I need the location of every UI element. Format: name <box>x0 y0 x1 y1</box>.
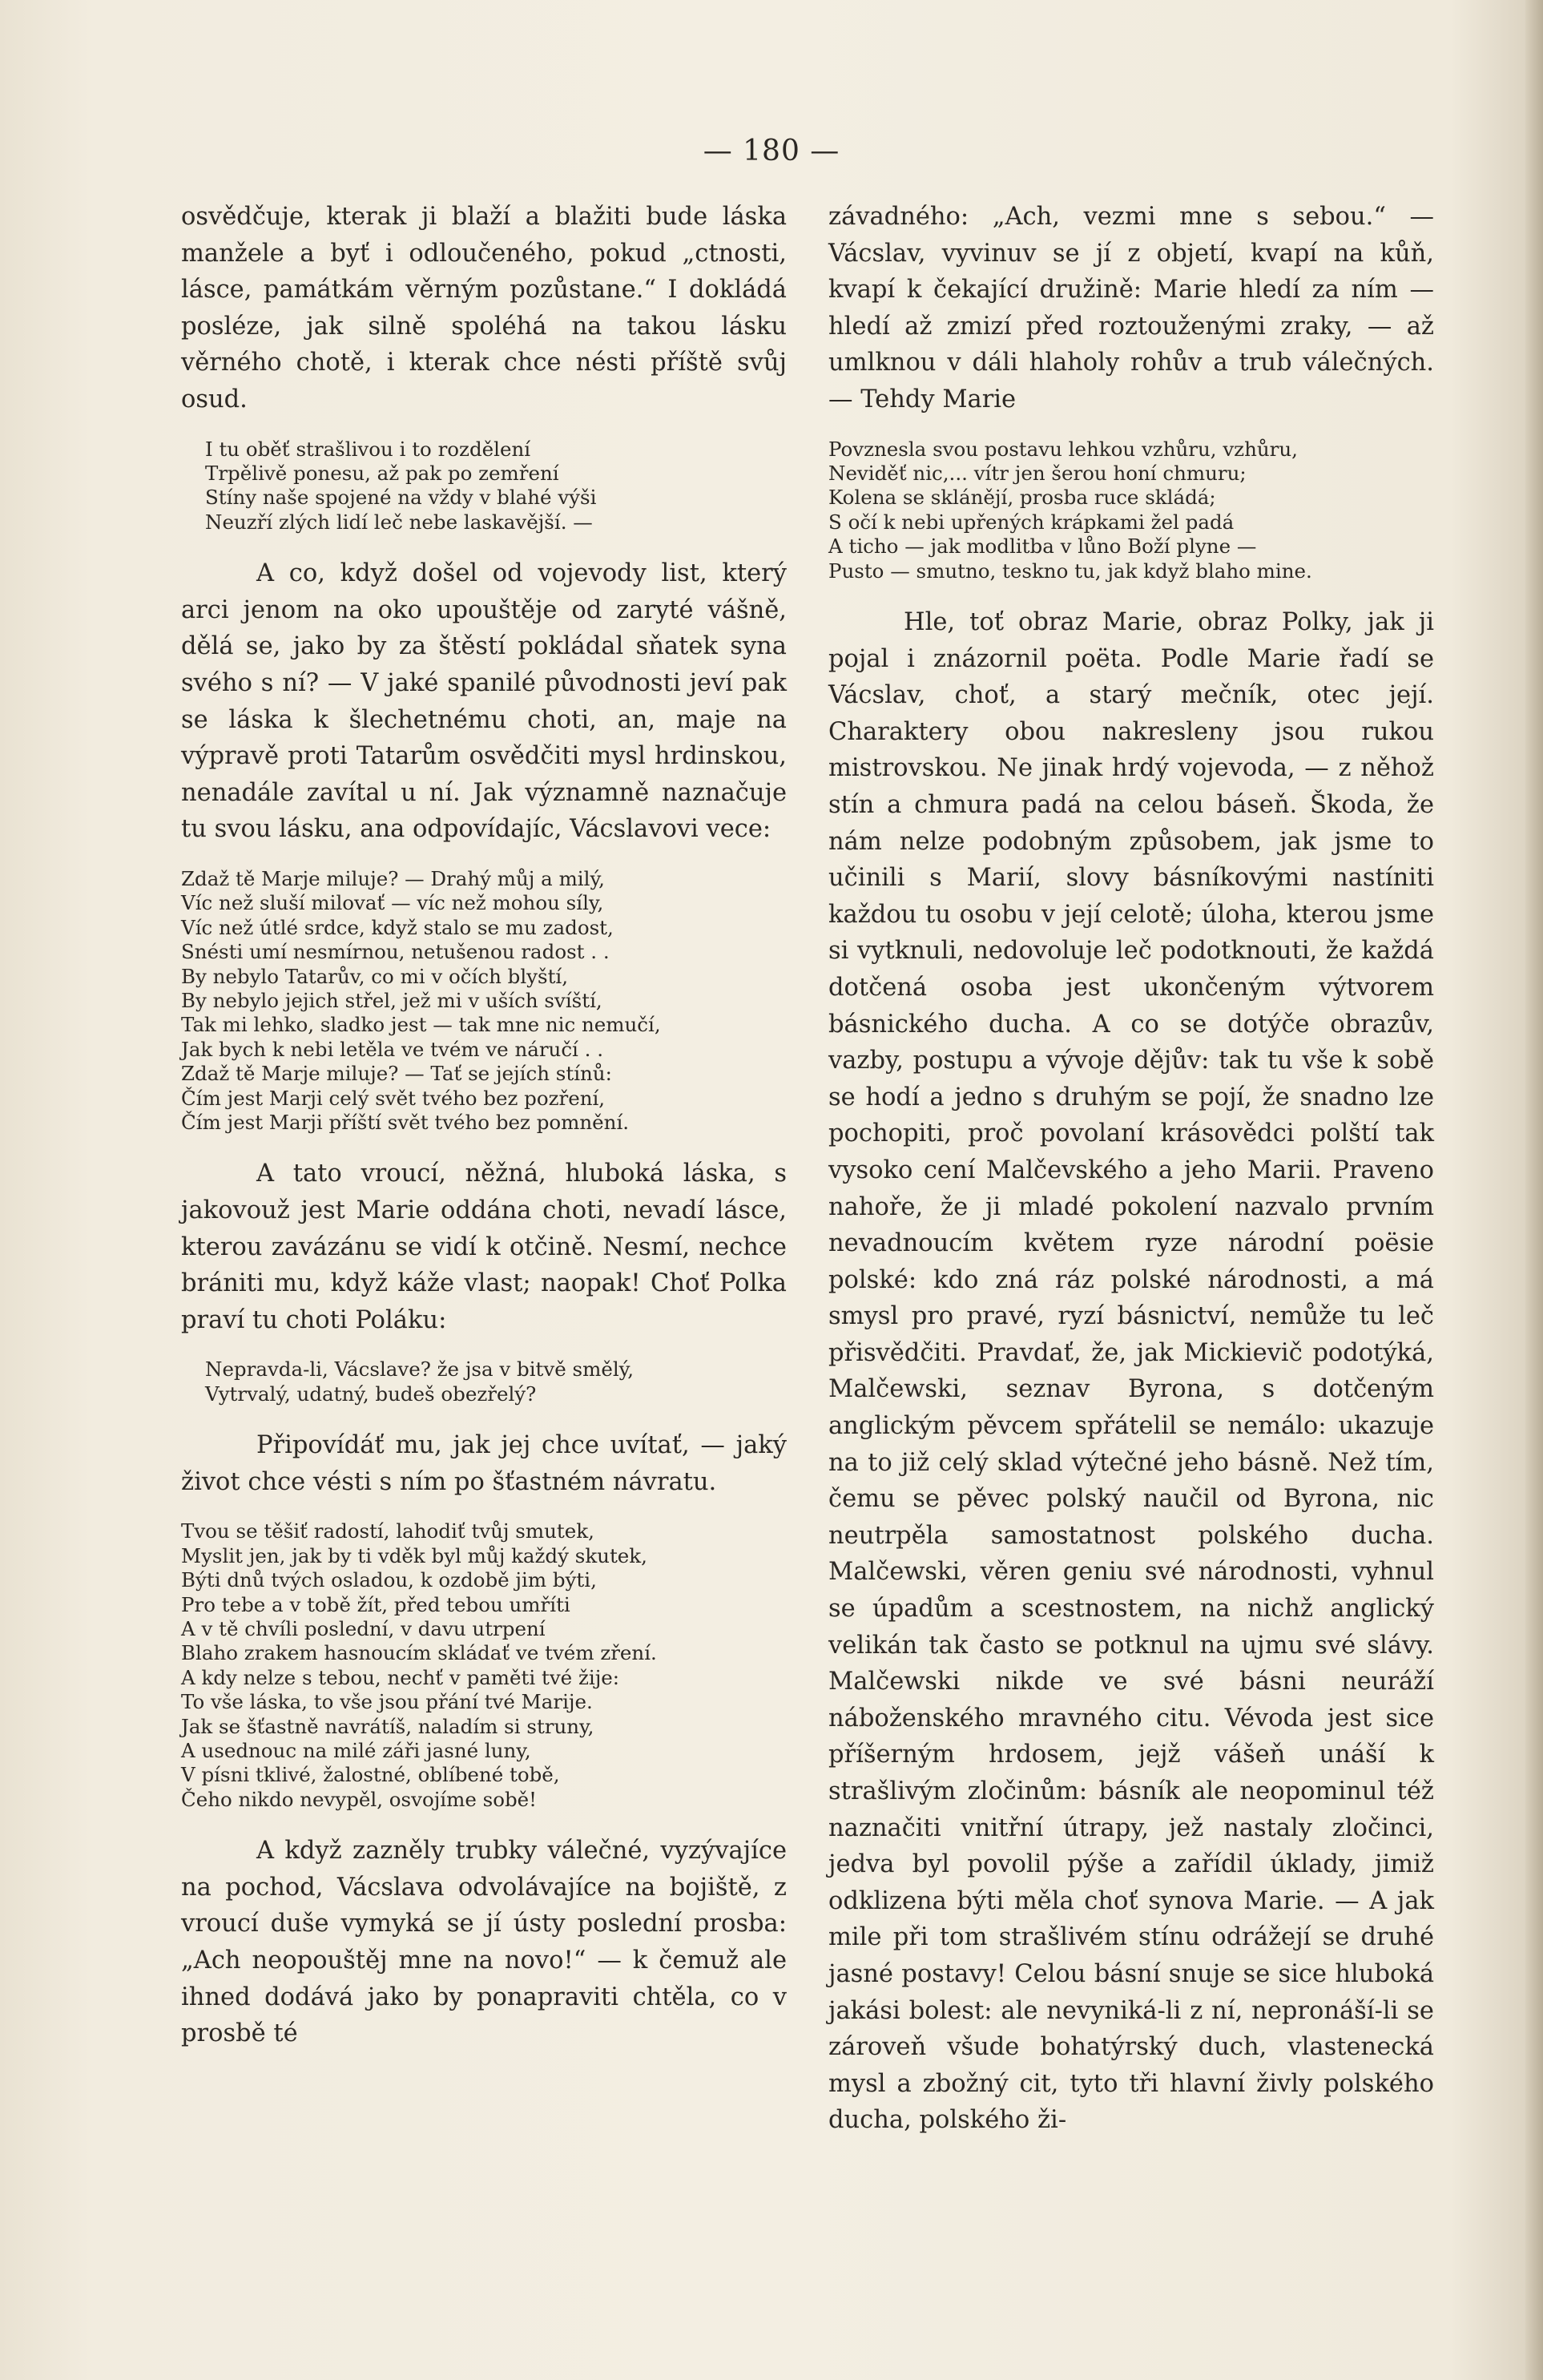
verse-line: A ticho — jak modlitba v lůno Boží plyne — <box>828 534 1257 559</box>
verse-line: Víc než sluší milovať — víc než mohou síly, <box>181 891 604 915</box>
paragraph: závadného: „Ach, vezmi mne s sebou.“ — Vácslav, vyvinuv se jí z objetí, kvapí na kůň, kvapí k čekající družině: Marie hledí za ním — hledí až zmizí před roztouženými zraky, — až umlknou v dáli hlaholy rohův a trub válečných. — Tehdy Marie <box>828 203 1434 413</box>
verse-line: Čím jest Marji celý svět tvého bez pozření, <box>181 1086 606 1110</box>
verse-line: Vytrvalý, udatný, budeš obezřelý? <box>205 1382 537 1406</box>
verse-line: A v tě chvíli poslední, v davu utrpení <box>181 1617 546 1640</box>
verse-line: Snésti umí nesmírnou, netušenou radost . . <box>181 940 610 964</box>
verse-line: V písni tklivé, žalostné, oblíbené tobě, <box>181 1763 560 1787</box>
verse-line: Tvou se těšiť radostí, lahodiť tvůj smutek, <box>181 1519 594 1543</box>
page-edge <box>1525 0 1543 2380</box>
verse-line: By nebylo jejich střel, jež mi v uších svíští, <box>181 988 602 1012</box>
verse-line: Jak se šťastně navrátíš, naladím si struny, <box>181 1714 594 1738</box>
verse-block <box>181 1357 787 1406</box>
verse-line: Zdaž tě Marje miluje? — Drahý můj a milý, <box>181 866 605 890</box>
paragraph: A tato vroucí, něžná, hluboká láska, s jakovouž jest Marie oddána choti, nevadí lásce, kterou zavázánu se vidí k otčině. Nesmí, nechce brániti mu, když káže vlast; naopak! Choť Polka praví tu choti Poláku: <box>181 1160 787 1334</box>
verse-line: Blaho zrakem hasnoucím skládať ve tvém zření. <box>181 1641 657 1665</box>
verse-line: Víc než útlé srdce, když stalo se mu zadost, <box>181 915 614 939</box>
verse-line: A usednouc na milé záři jasné luny, <box>181 1739 531 1763</box>
verse-block <box>181 438 787 535</box>
verse-block <box>181 1519 787 1812</box>
verse-line: I tu oběť strašlivou i to rozdělení <box>205 437 531 461</box>
verse-line: Tak mi lehko, sladko jest — tak mne nic nemučí, <box>181 1013 661 1037</box>
verse-line: Čím jest Marji příští svět tvého bez pomnění. <box>181 1111 630 1134</box>
verse-line: To vše láska, to vše jsou přání tvé Marije. <box>181 1690 593 1714</box>
verse-block <box>181 867 787 1135</box>
right-column <box>828 199 1434 2139</box>
paragraph: A když zazněly trubky válečné, vyzývajíce na pochod, Vácslava odvolávajíce na bojiště, z vroucí duše vymyká se jí ústy poslední prosba: „Ach neopouštěj mne na novo!“ — k čemuž ale ihned dodává jako by ponapraviti chtěla, co v prosbě té <box>181 1837 787 2048</box>
verse-line: Čeho nikdo nevypěl, osvojíme sobě! <box>181 1787 538 1811</box>
verse-line: Neviděť nic,... vítr jen šerou honí chmuru; <box>828 461 1247 485</box>
verse-line: Myslit jen, jak by ti vděk byl můj každý skutek, <box>181 1543 647 1567</box>
paragraph: osvědčuje, kterak ji blaží a blažiti bude láska manžele a byť i odloučeného, pokud „ctnosti, lásce, památkám věrným pozůstane.“ I dokládá posléze, jak silně spoléhá na takou lásku věrného chotě, i kterak chce nésti příště svůj osud. <box>181 203 787 413</box>
verse-line: A kdy nelze s tebou, nechť v paměti tvé žije: <box>181 1665 620 1689</box>
verse-line: S očí k nebi upřených krápkami žel padá <box>828 510 1235 534</box>
verse-line: Trpělivě ponesu, až pak po zemření <box>205 461 559 485</box>
verse-line: Býti dnů tvých osladou, k ozdobě jim býti, <box>181 1568 597 1592</box>
verse-line: Kolena se sklánějí, prosba ruce skládá; <box>828 486 1216 510</box>
verse-line: Zdaž tě Marje miluje? — Tať se jejích stínů: <box>181 1062 612 1086</box>
paragraph: Hle, toť obraz Marie, obraz Polky, jak ji pojal i znázornil poëta. Podle Marie řadí se Vácslav, choť, a starý mečník, otec její. Charaktery obou nakresleny jsou rukou mistrovskou. Ne jinak hrdý vojevoda, — z něhož stín a chmura padá na celou báseň. Škoda, že nám nelze podobným způsobem, jak jsme to učinili s Marií, slovy básníkovými nastíniti každou tu osobu v její celotě; úloha, kterou jsme si vytknuli, nedovoluje leč podotknouti, že každá dotčená osoba jest ukončeným výtvorem básnického ducha. A co se dotýče obrazův, vazby, postupu a vývoje dějův: tak tu vše k sobě se hodí a jedno s druhým se pojí, že snadno lze pochopiti, proč povolaní krásovědci polští tak vysoko cení Malčevského a jeho Marii. Praveno nahoře, že ji mladé pokolení nazvalo prvním nevadnoucím květem ryze národní poësie polské: kdo zná ráz polské národnosti, a má smysl pro pravé, ryzí básnictví, nemůže tu leč přisvědčiti. Pravdať, že, jak Mickievič podotýká, Malčewski, seznav Byrona, s dotčeným anglickým pěvcem spřátelil se nemálo: ukazuje na to již celý sklad výtečné jeho básně. Než tím, čemu se pěvec polský naučil od Byrona, nic neutrpěla samostatnost polského ducha. Malčewski, věren geniu své národnosti, vyhnul se úpadům a scestnostem, na nichž anglický velikán tak často se potknul na ujmu své slávy. Malčewski nikde ve své básni neuráží náboženského mravného citu. Vévoda jest sice příšerným hrdosem, jejž vášeň unáší k strašlivým zločinům: básník ale neopominul též naznačiti vnitřní útrapy, jež nastaly zločinci, jedva byl povolil pýše a zařídil úklady, jimiž odklizena býti měla choť synova Marie. — A jak mile při tom strašlivém stínu odrážejí se druhé jasné postavy! Celou básní snuje se sice hluboká jakási bolest: ale nevyniká-li z ní, nepronáší-li se zároveň všude bohatýrský duch, vlastenecká mysl a zbožný cit, tyto tři hlavní živly polského ducha, polského ži- <box>828 608 1434 2135</box>
verse-line: Neuzří zlých lidí leč nebe laskavější. — <box>205 510 593 534</box>
verse-line: Stíny naše spojené na vždy v blahé výši <box>205 486 597 510</box>
paragraph: Připovídáť mu, jak jej chce uvítať, — jaký život chce vésti s ním po šťastném návratu. <box>181 1431 787 1496</box>
verse-line: By nebylo Tatarův, co mi v očích blyští, <box>181 964 569 988</box>
verse-block <box>828 438 1434 583</box>
verse-line: Pusto — smutno, teskno tu, jak když blaho mine. <box>828 559 1312 583</box>
verse-line: Nepravda-li, Vácslave? že jsa v bitvě smělý, <box>205 1357 635 1382</box>
paragraph: A co, když došel od vojevody list, který arci jenom na oko upouštěje od zaryté vášně, dělá se, jako by za štěstí pokládal sňatek syna svého s ní? — V jaké spanilé původnosti jeví pak se láska k šlechetnému choti, an, maje na výpravě proti Tatarům osvědčiti mysl hrdinskou, nenadále zavítal u ní. Jak významně naznačuje tu svou lásku, ana odpovídajíc, Vácslavovi vece: <box>181 559 787 844</box>
verse-line: Jak bych k nebi letěla ve tvém ve náručí . . <box>181 1037 604 1061</box>
verse-line: Povznesla svou postavu lehkou vzhůru, vzhůru, <box>828 437 1298 461</box>
page-number: — 180 — <box>703 135 840 167</box>
left-column <box>181 199 787 2052</box>
verse-line: Pro tebe a v tobě žít, před tebou umříti <box>181 1592 570 1616</box>
